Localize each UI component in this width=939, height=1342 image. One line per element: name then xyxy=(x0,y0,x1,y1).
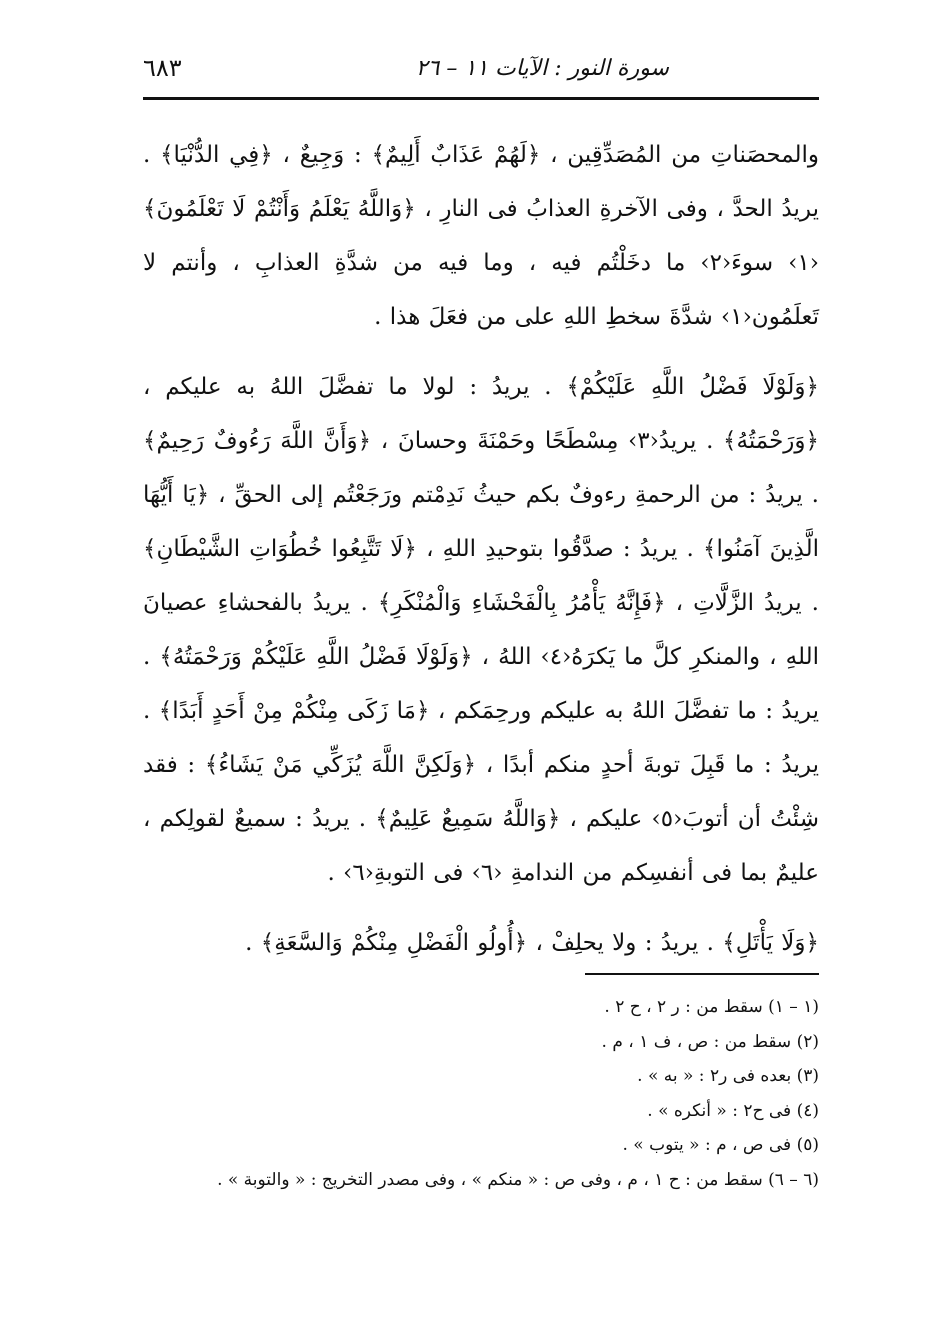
footnote-1: (١ – ١) سقط من : ر ٢ ، ح ٢ . xyxy=(604,997,819,1017)
footnote-2: (٢) سقط من : ص ، ف ١ ، م . xyxy=(601,1031,819,1052)
footnote-3: (٣) بعده فى ر٢ : « به » . xyxy=(637,1066,819,1086)
paragraph-2: ﴿وَلَوْلَا فَضْلُ اللَّهِ عَلَيْكُمْ﴾ . يريدُ : لولا ما تفضَّلَ اللهُ به عليكم ، ﴿وَرَحْمَتُهُ﴾ . يريدُ‹٣› مِسْطَحًا وحَمْنَةَ وحسانَ ، ﴿وَأَنَّ اللَّهَ رَءُوفٌ رَحِيمٌ﴾ . يريدُ : من الرحمةِ رءوفٌ بكم حيثُ نَدِمْتم ورَجَعْتُم إلى الحقِّ ، ﴿يَا أَيُّهَا الَّذِينَ آمَنُوا﴾ . يريدُ : صدَّقُوا بتوحيدِ اللهِ ، ﴿لَا تَتَّبِعُوا خُطُوَاتِ الشَّيْطَانِ﴾ . يريدُ الزَّلَّاتِ ، ﴿فَإِنَّهُ يَأْمُرُ بِالْفَحْشَاءِ وَالْمُنْكَرِ﴾ . يريدُ بالفحشاءِ عصيانَ اللهِ ، والمنكرِ كلَّ ما يَكرَهُ‹٤› اللهُ ، ﴿وَلَوْلَا فَضْلُ اللَّهِ عَلَيْكُمْ وَرَحْمَتُهُ﴾ . يريدُ : ما تفضَّلَ اللهُ به عليكم ورحِمَكم ، ﴿مَا زَكَى مِنْكُمْ مِنْ أَحَدٍ أَبَدًا﴾ . يريدُ : ما قَبِلَ توبةَ أحدٍ منكم أبدًا ، ﴿وَلَكِنَّ اللَّهَ يُزَكِّي مَنْ يَشَاءُ﴾ : فقد شِئْتُ أن أتوبَ‹٥› عليكم ، ﴿وَاللَّهُ سَمِيعٌ عَلِيمٌ﴾ . يريدُ : سميعٌ لقولِكم ، عليمٌ بما فى أنفسِكم من الندامةِ ‹٦› فى التوبةِ‹٦› . xyxy=(143,374,819,886)
footnote-separator xyxy=(585,973,819,975)
header-rule xyxy=(143,97,819,100)
footnotes xyxy=(143,990,819,1197)
footnote-5: (٥) فى ص ، م : « يتوب » . xyxy=(622,1135,819,1155)
paragraph-3: ﴿وَلَا يَأْتَلِ﴾ . يريدُ : ولا يحلِفْ ، ﴿أُولُو الْفَضْلِ مِنْكُمْ وَالسَّعَةِ﴾ . xyxy=(245,930,819,956)
main-text xyxy=(143,128,819,970)
footnote-4: (٤) فى ح٢ : « أنكره » . xyxy=(647,1100,819,1121)
paragraph-1: والمحصَناتِ من المُصَدِّقِين ، ﴿لَهُمْ عَذَابٌ أَلِيمٌ﴾ : وَجِيعٌ ، ﴿فِي الدُّنْيَا﴾ . يريدُ الحدَّ ، وفى الآخرةِ العذابُ فى النارِ ، ﴿وَاللَّهُ يَعْلَمُ وَأَنْتُمْ لَا تَعْلَمُونَ﴾ ‹١› سوءَ‹٢› ما دخَلْتُم فيه ، وما فيه من شدَّةِ العذابِ ، وأنتم لا تَعلَمُون‹١› شدَّةَ سخطِ اللهِ على من فعَلَ هذا . xyxy=(143,142,819,330)
page-header xyxy=(143,52,819,92)
footnote-6: (٦ – ٦) سقط من : ح ١ ، م ، وفى ص : « منكم » ، وفى مصدر التخريج : « والتوبة » . xyxy=(217,1169,819,1190)
running-title: سورة النور : الآيات ١١ – ٢٦ xyxy=(415,56,669,81)
page-number: ٦٨٣ xyxy=(143,54,182,82)
